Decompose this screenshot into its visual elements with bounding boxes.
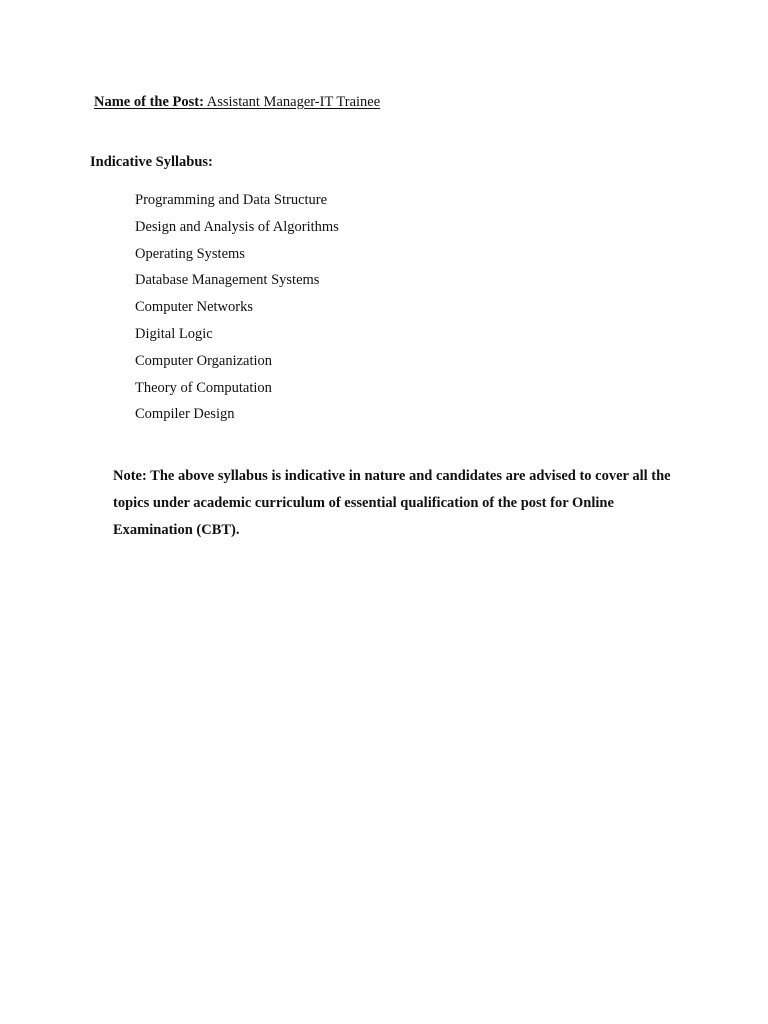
post-value: Assistant Manager-IT Trainee [206, 94, 381, 110]
syllabus-topic: Theory of Computation [135, 379, 272, 396]
syllabus-note: Note: The above syllabus is indicative in nature and candidates are advised to cover all the topics under academic curriculum of essential qualification of the post for Online Examination (CBT). [113, 468, 671, 538]
syllabus-topic: Computer Organization [135, 352, 273, 369]
syllabus-topic: Computer Networks [135, 299, 253, 316]
syllabus-topic: Programming and Data Structure [135, 192, 328, 208]
post-label: Name of the Post: [94, 94, 204, 110]
syllabus-topic-list [135, 187, 339, 428]
syllabus-topic: Operating Systems [135, 245, 245, 262]
post-title [94, 92, 380, 112]
syllabus-heading: Indicative Syllabus: [90, 154, 213, 170]
syllabus-topic: Compiler Design [135, 406, 235, 423]
syllabus-topic: Design and Analysis of Algorithms [135, 218, 339, 235]
syllabus-topic: Digital Logic [135, 325, 213, 342]
syllabus-topic: Database Management Systems [135, 272, 320, 289]
